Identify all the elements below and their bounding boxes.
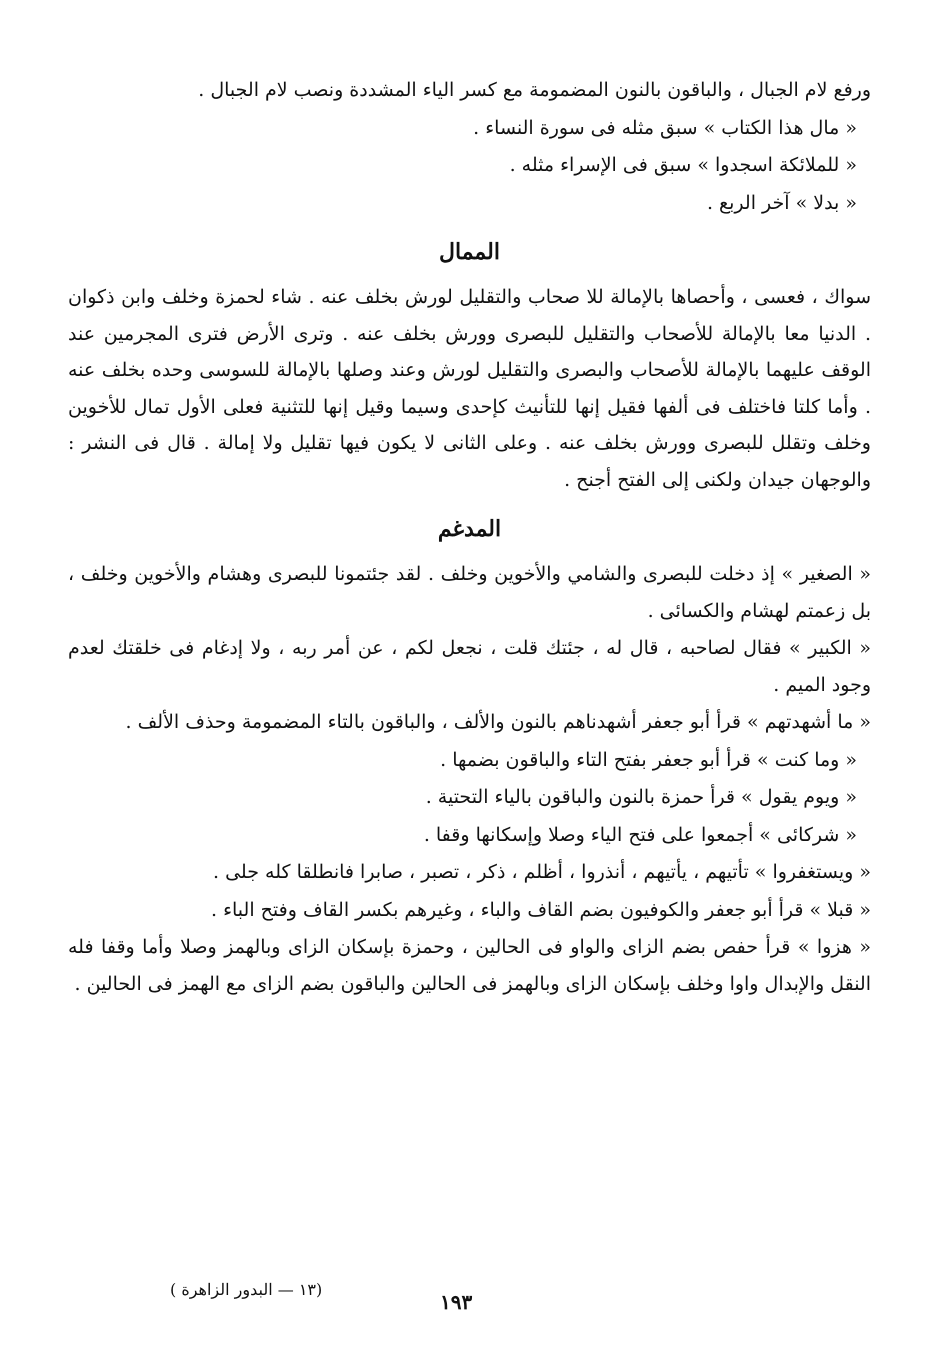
paragraph: « وما كنت » قرأ أبو جعفر بفتح التاء والباقون بضمها . [440,748,857,771]
intro-section [68,72,871,221]
paragraph: « قبلا » قرأ أبو جعفر والكوفيون بضم القاف والباء ، وغيرهم بكسر القاف وفتح الباء . [211,898,871,921]
mumal-section [68,235,871,498]
paragraph: « ويستغفروا » تأتيهم ، يأتيهم ، أنذروا ، أظلم ، ذكر ، تصبر ، صابرا فانطلقا كله جلى . [213,861,871,883]
mudgham-section [68,512,871,1002]
paragraph: ورفع لام الجبال ، والباقون بالنون المضمومة مع كسر الياء المشددة ونصب لام الجبال . [198,79,871,101]
signature-mark: (١٣ — البدور الزاهرة ) [170,1280,323,1299]
paragraph: « للملائكة اسجدوا » سبق فى الإسراء مثله . [509,154,857,176]
paragraph: « الصغير » إذ دخلت للبصرى والشامي والأخوين وخلف . لقد جئتمونا للبصرى وهشام والأخوين وخلف ، بل زعمتم لهشام والكسائى . [68,563,871,622]
section-heading: المدغم [437,516,502,542]
paragraph: « مال هذا الكتاب » سبق مثله فى سورة النساء . [473,116,857,139]
paragraph: سواك ، فعسى ، وأحصاها بالإمالة للا صحاب والتقليل لورش بخلف عنه . شاء لحمزة وخلف وابن ذكوان . الدنيا معا بالإمالة للأصحاب والتقليل للبصرى وورش بخلف عنه . وترى الأرض فترى المجرمين عند الوقف عليهما بالإمالة للأصحاب والبصرى والتقليل لورش وعند وصلها بالإمالة للسوسى وحده بخلف عنه . وأما كلتا فاختلف فى ألفها فقيل إنها للتأنيث كإحدى وسيما وقيل إنها للتثنية فعلى الأول تمال للأخوين وخلف وتقلل للبصرى وورش بخلف عنه . وعلى الثانى لا يكون فيها تقليل ولا إمالة . قال فى النشر : والوجهان جيدان ولكنى إلى الفتح أجنح . [68,286,871,491]
paragraph: « الكبير » فقال لصاحبه ، قال له ، جئتك قلت ، نجعل لكم ، عن أمر ربه ، ولا إدغام فى خلقتك لعدم وجود الميم . [68,637,871,696]
paragraph: « ويوم يقول » قرأ حمزة بالنون والباقون بالياء التحتية . [425,786,857,808]
paragraph: « هزوا » قرأ حفص بضم الزاى والواو فى الحالين ، وحمزة بإسكان الزاى وبالهمز وصلا وأما وقفا فله النقل والإبدال واوا وخلف بإسكان الزاى وبالهمز فى الحالين والباقون بضم الزاى مع الهمز فى الحالين . [68,936,871,995]
paragraph: « ما أشهدتهم » قرأ أبو جعفر أشهدناهم بالنون والألف ، والباقون بالتاء المضمومة وحذف الألف . [125,711,871,733]
paragraph: « بدلا » آخر الربع . [706,191,857,214]
section-heading: الممال [439,239,500,265]
page-footer [0,1280,941,1320]
paragraph: « شركائى » أجمعوا على فتح الياء وصلا وإسكانها وقفا . [423,823,857,846]
page-number: ١٩٣ [440,1290,473,1314]
